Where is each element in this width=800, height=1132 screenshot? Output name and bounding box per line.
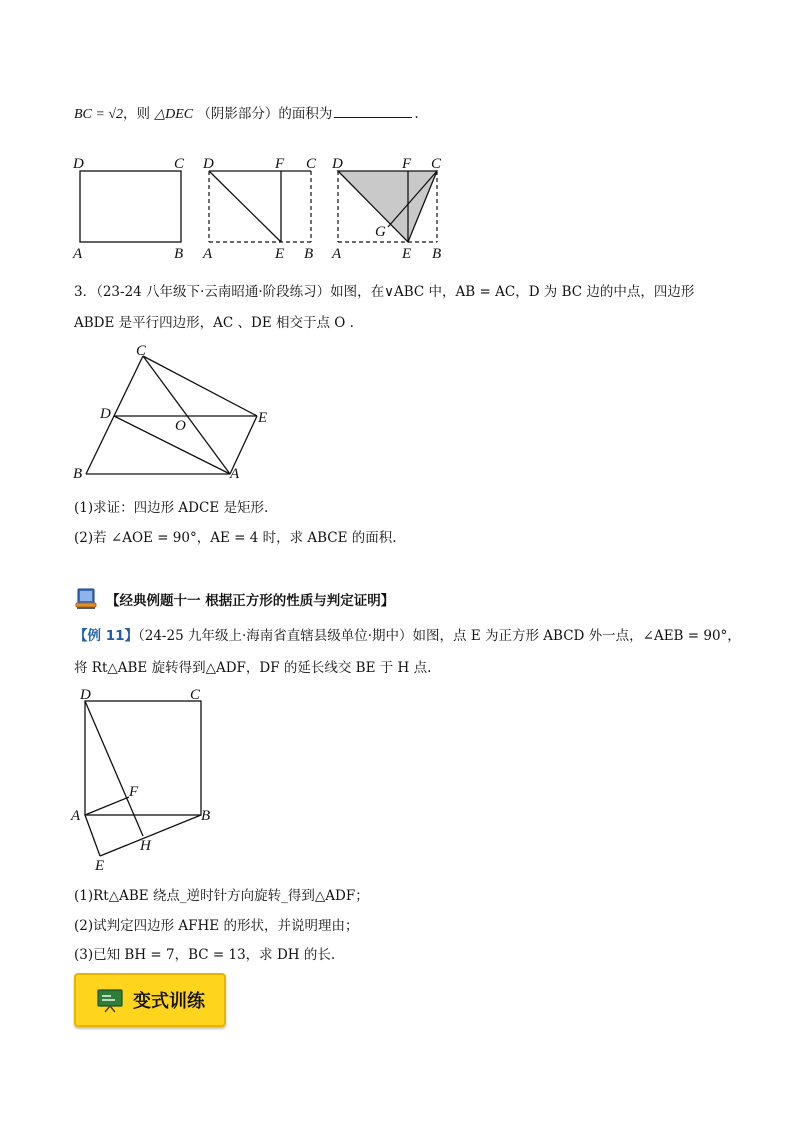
rect-shaded-triangle xyxy=(338,171,437,242)
label-e2: E xyxy=(275,246,285,262)
example-11-text-1: （24-25 九年级上·海南省直辖县级单位·期中）如图，点 E 为正方形 ABCD 外一点，∠AEB = 90°， xyxy=(138,628,741,644)
problem-2-line xyxy=(74,103,419,125)
presentation-board-icon xyxy=(95,987,125,1013)
label-a1: A xyxy=(73,246,83,262)
answer-blank xyxy=(334,103,412,118)
label-a3: A xyxy=(332,246,342,262)
text-shaded-area: （阴影部分）的面积为 xyxy=(197,106,333,122)
label-c: C xyxy=(190,687,201,703)
problem-3-question-1: (1)求证：四边形 ADCE 是矩形. xyxy=(74,500,269,516)
figure-rectangles xyxy=(70,150,460,265)
label-b1: B xyxy=(174,246,184,262)
label-d2: D xyxy=(203,156,214,172)
label-e: E xyxy=(95,858,105,874)
label-d1: D xyxy=(73,156,84,172)
label-f2: F xyxy=(275,156,285,172)
example-11-question-2: (2)试判定四边形 AFHE 的形状，并说明理由； xyxy=(74,918,359,934)
example-11-question-3: (3)已知 BH = 7，BC = 13，求 DH 的长. xyxy=(74,947,336,963)
section-title: 【经典例题十一 根据正方形的性质与判定证明】 xyxy=(106,593,395,609)
label-c3: C xyxy=(431,156,442,172)
label-c: C xyxy=(136,343,147,359)
label-h: H xyxy=(140,838,151,854)
period: . xyxy=(414,106,419,122)
figure-square xyxy=(68,684,228,874)
label-c1: C xyxy=(174,156,185,172)
label-e3: E xyxy=(402,246,412,262)
label-d: D xyxy=(80,687,91,703)
text-then: ，则 xyxy=(123,106,151,122)
label-e: E xyxy=(258,410,268,426)
label-d: D xyxy=(100,406,111,422)
label-b2: B xyxy=(304,246,314,262)
problem-3-question-2: (2)若 ∠AOE = 90°，AE = 4 时，求 ABCE 的面积. xyxy=(74,530,397,546)
rect-folded xyxy=(209,171,311,242)
example-label: 【例 11】 xyxy=(74,628,138,644)
label-a: A xyxy=(71,808,81,824)
example-11-line2: 将 Rt△ABE 旋转得到△ADF，DF 的延长线交 BE 于 H 点. xyxy=(74,660,432,676)
label-f: F xyxy=(129,784,139,800)
example-11-question-1: (1)Rt△ABE 绕点_逆时针方向旋转_得到△ADF； xyxy=(74,888,369,904)
book-icon xyxy=(74,587,100,611)
problem-3-line1: 3．（23-24 八年级下·云南昭通·阶段练习）如图，在∨ABC 中，AB = AC，D 为 BC 边的中点，四边形 xyxy=(74,284,695,300)
label-f3: F xyxy=(402,156,412,172)
label-g3: G xyxy=(375,224,386,240)
shaded-triangle-dec xyxy=(338,171,437,242)
example-11-line1 xyxy=(74,626,741,646)
triangle-dec: △DEC xyxy=(154,107,194,122)
label-b: B xyxy=(73,466,83,482)
label-b3: B xyxy=(432,246,442,262)
bc-expression: BC = √2 xyxy=(74,107,124,122)
variant-training-banner xyxy=(74,973,226,1027)
label-b: B xyxy=(201,808,211,824)
section-heading xyxy=(74,586,394,612)
label-o: O xyxy=(175,418,186,434)
problem-3-line2: ABDE 是平行四边形，AC 、DE 相交于点 O . xyxy=(74,315,354,331)
label-d3: D xyxy=(332,156,343,172)
rect-abcd xyxy=(80,171,181,242)
variant-training-label: 变式训练 xyxy=(133,991,205,1012)
label-a: A xyxy=(230,466,240,482)
label-c2: C xyxy=(306,156,317,172)
label-a2: A xyxy=(203,246,213,262)
figure-parallelogram xyxy=(68,340,283,485)
